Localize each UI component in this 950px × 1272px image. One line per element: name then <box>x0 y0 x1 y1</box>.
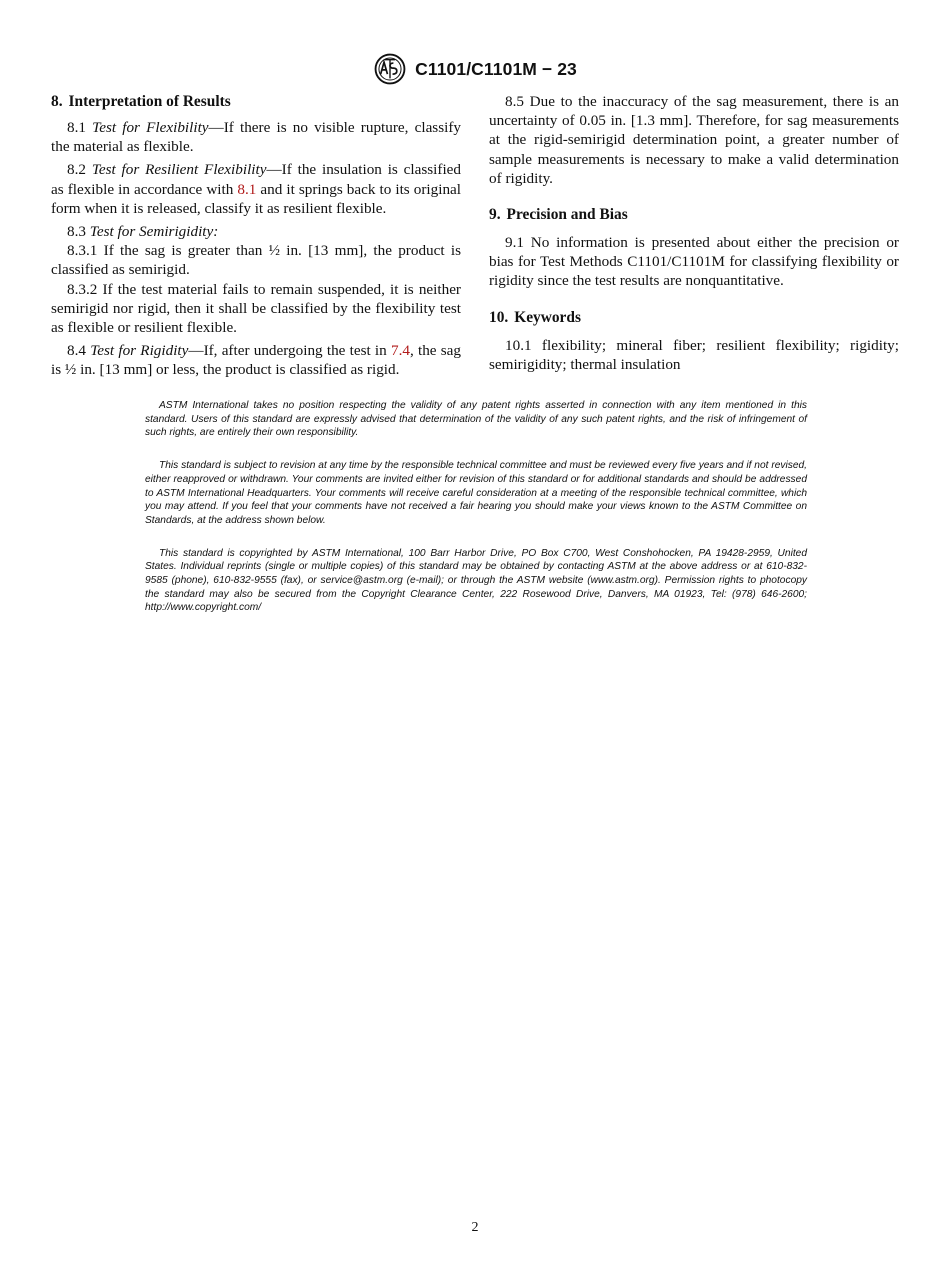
patent-notice: ASTM International takes no position respecting the validity of any patent rights asserted in connection with any item mentioned in this standard. Users of this standard are expressly advised that determination of the validity of any such patent rights, and the risk of infringement of such rights, are entirely their own responsibility. <box>145 400 807 439</box>
paragraph-8-2: 8.2 Test for Resilient Flexibility—If the insulation is classified as flexible in accordance with 8.1 and it springs back to its original form when it is released, classify it as resilient flexible. <box>51 161 462 217</box>
paragraph-8-5: 8.5 Due to the inaccuracy of the sag measurement, there is an uncertainty of 0.05 in. [1.3 mm]. Therefore, for sag measurements at the rigid-semirigid determination point, a greater number of sample measurements is necessary to make a valid determination of rigidity. <box>489 93 899 187</box>
legal-notices <box>145 399 807 634</box>
paragraph-10-1: 10.1 flexibility; mineral fiber; resilient flexibility; rigidity; semirigidity; thermal insulation <box>489 336 899 373</box>
paragraph-8-4: 8.4 Test for Rigidity—If, after undergoing the test in 7.4, the sag is ½ in. [13 mm] or less, the product is classified as rigid. <box>51 342 461 379</box>
astm-logo-icon <box>373 52 407 86</box>
cross-reference-link[interactable]: 8.1 <box>237 180 257 198</box>
section-heading-9: 9. Precision and Bias <box>489 206 628 224</box>
paragraph-8-3-1: 8.3.1 If the sag is greater than ½ in. [13 mm], the product is classified as semirigid. <box>51 242 461 279</box>
section-heading-10: 10. Keywords <box>489 308 581 326</box>
paragraph-9-1: 9.1 No information is presented about either the precision or bias for Test Methods C1101/C1101M for classifying flexibility or rigidity since the test results are nonquantitative. <box>489 234 899 290</box>
copyright-notice: This standard is copyrighted by ASTM International, 100 Barr Harbor Drive, PO Box C700, West Conshohocken, PA 19428-2959, United States. Individual reprints (single or multiple copies) of this standard may be obtained by contacting ASTM at the above address or at 610-832-9585 (phone), 610-832-9555 (fax), or service@astm.org (e-mail); or through the ASTM website (www.astm.org). Permission rights to photocopy the standard may also be secured from the Copyright Clearance Center, 222 Rosewood Drive, Danvers, MA 01923, Tel: (978) 646-2600; http://www.copyright.com/ <box>145 547 807 614</box>
paragraph-8-3-2: 8.3.2 If the test material fails to remain suspended, it is neither semirigid nor rigid, then it shall be classified by the flexibility test as flexible or resilient flexible. <box>51 280 461 337</box>
paragraph-8-3: 8.3 Test for Semirigidity: <box>67 223 219 241</box>
page-number: 2 <box>471 1220 479 1235</box>
left-column <box>51 92 461 384</box>
paragraph-8-1: 8.1 Test for Flexibility—If there is no visible rupture, classify the material as flexible. <box>51 119 461 156</box>
page-header <box>0 52 950 86</box>
revision-notice: This standard is subject to revision at any time by the responsible technical committee and must be reviewed every five years and if not revised, either reapproved or withdrawn. Your comments are invited either for revision of this standard or for additional standards and should be addressed to ASTM International Headquarters. Your comments will receive careful consideration at a meeting of the responsible technical committee, which you may attend. If you feel that your comments have not received a fair hearing you should make your views known to the ASTM Committee on Standards, at the address shown below. <box>145 460 807 526</box>
right-column <box>489 92 899 378</box>
cross-reference-link[interactable]: 7.4 <box>390 342 410 360</box>
document-designation: C1101/C1101M − 23 <box>415 58 577 79</box>
section-heading-8: 8. Interpretation of Results <box>51 93 231 110</box>
